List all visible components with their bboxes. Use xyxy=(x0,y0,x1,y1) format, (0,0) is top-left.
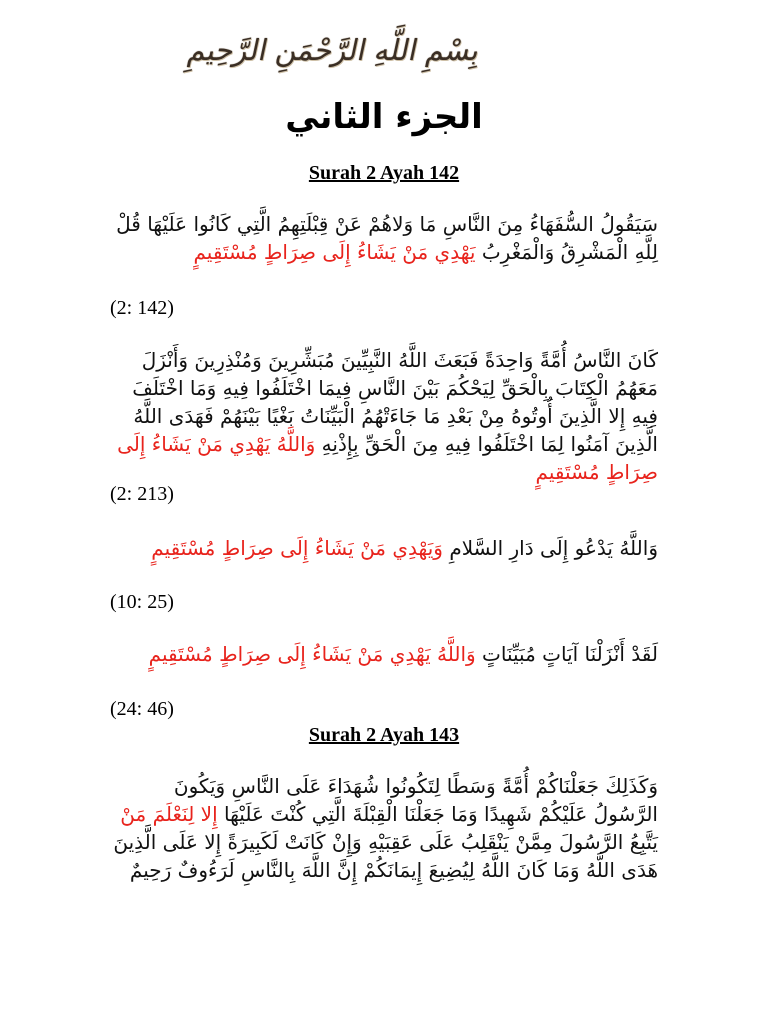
surah-heading-143: Surah 2 Ayah 143 xyxy=(308,724,460,746)
verse-text: وَكَذَلِكَ جَعَلْنَاكُمْ أُمَّةً وَسَطًا لِتَكُونُوا شُهَدَاءَ عَلَى النَّاسِ وَيَكُونَ الرَّسُولُ عَلَيْكُمْ شَهِيدًا وَمَا جَعَلْنَا الْقِبْلَةَ الَّتِي كُنْتَ عَلَيْهَا xyxy=(173,774,658,826)
verse-reference: (2: 142) xyxy=(110,297,174,319)
verse-text: كَانَ النَّاسُ أُمَّةً وَاحِدَةً فَبَعَثَ اللَّهُ النَّبِيِّينَ مُبَشِّرِينَ وَمُنْذِرِينَ وَأَنْزَلَ مَعَهُمُ الْكِتَابَ بِالْحَقِّ لِيَحْكُمَ بَيْنَ النَّاسِ فِيمَا اخْتَلَفُوا فِيهِ وَمَا اخْتَلَفَ فِيهِ إِلا الَّذِينَ أُوتُوهُ مِنْ بَعْدِ مَا جَاءَتْهُمُ الْبَيِّنَاتُ بَغْيًا بَيْنَهُمْ فَهَدَى اللَّهُ الَّذِينَ آمَنُوا لِمَا اخْتَلَفُوا فِيهِ مِنَ الْحَقِّ بِإِذْنِهِ xyxy=(132,348,658,456)
surah-heading-142: Surah 2 Ayah 142 xyxy=(308,162,460,184)
verse-reference: (10: 25) xyxy=(110,591,174,613)
verse-block-2-213 xyxy=(110,346,658,486)
verse-text: لَقَدْ أَنْزَلْنَا آيَاتٍ مُبَيِّنَاتٍ xyxy=(475,642,658,666)
verse-text-continued: يَتَّبِعُ الرَّسُولَ مِمَّنْ يَنْقَلِبُ عَلَى عَقِبَيْهِ وَإِنْ كَانَتْ لَكَبِيرَةً إِلا عَلَى الَّذِينَ هَدَى اللَّهُ وَمَا كَانَ اللَّهُ لِيُضِيعَ إِيمَانَكُمْ إِنَّ اللَّهَ بِالنَّاسِ لَرَءُوفٌ رَحِيمٌ xyxy=(113,830,658,882)
verse-highlight: يَهْدِي مَنْ يَشَاءُ إِلَى صِرَاطٍ مُسْتَقِيمٍ xyxy=(193,240,476,264)
verse-block-24-46 xyxy=(110,640,658,668)
verse-block-2-142 xyxy=(110,210,658,266)
verse-block-2-143 xyxy=(110,772,658,884)
verse-highlight: إِلا لِنَعْلَمَ مَنْ xyxy=(120,802,218,826)
basmala-calligraphy: بِسْمِ اللَّهِ الرَّحْمَنِ الرَّحِيمِ xyxy=(184,33,484,67)
verse-highlight: وَيَهْدِي مَنْ يَشَاءُ إِلَى صِرَاطٍ مُسْتَقِيمٍ xyxy=(151,536,443,560)
verse-reference: (24: 46) xyxy=(110,698,174,720)
verse-block-10-25 xyxy=(110,534,658,562)
verse-reference: (2: 213) xyxy=(110,483,174,505)
verse-text: سَيَقُولُ السُّفَهَاءُ مِنَ النَّاسِ مَا وَلاهُمْ عَنْ قِبْلَتِهِمُ الَّتِي كَانُوا عَلَيْهَا قُلْ لِلَّهِ الْمَشْرِقُ وَالْمَغْرِبُ xyxy=(116,212,658,264)
juz-title: الجزء الثاني xyxy=(285,97,483,137)
verse-highlight: وَاللَّهُ يَهْدِي مَنْ يَشَاءُ إِلَى صِرَاطٍ مُسْتَقِيمٍ xyxy=(117,432,658,484)
verse-text: وَاللَّهُ يَدْعُو إِلَى دَارِ السَّلامِ xyxy=(442,536,658,560)
verse-highlight: وَاللَّهُ يَهْدِي مَنْ يَشَاءُ إِلَى صِرَاطٍ مُسْتَقِيمٍ xyxy=(148,642,476,666)
